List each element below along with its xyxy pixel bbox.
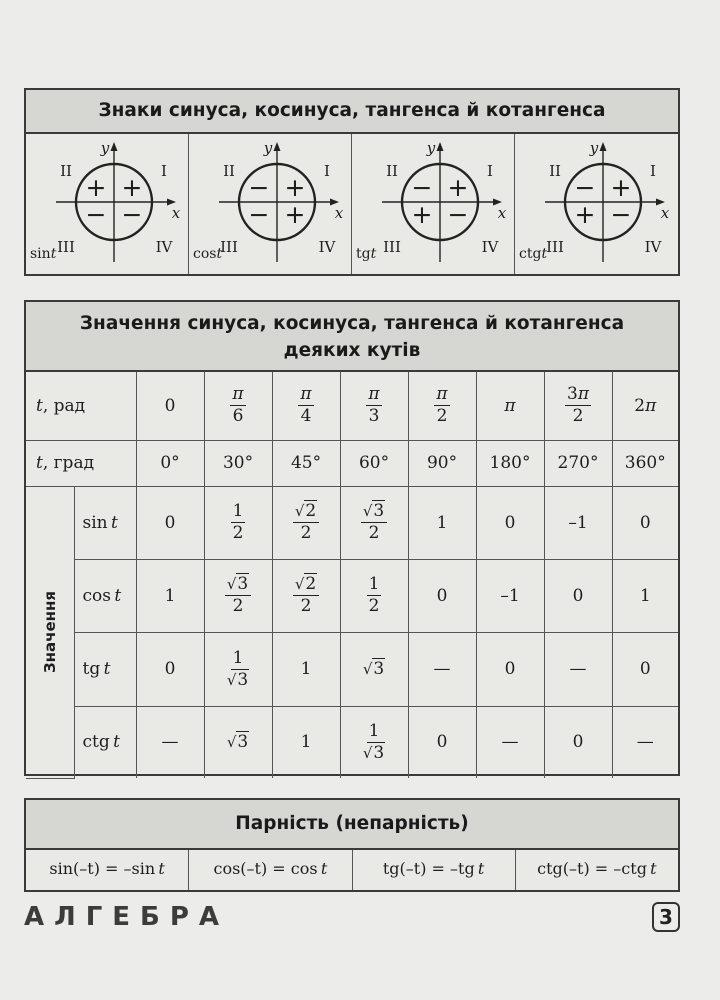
y-axis-arrow (111, 142, 118, 151)
value-cell: –1 (476, 559, 544, 632)
page-number: 3 (652, 902, 680, 932)
value-cell: 0 (408, 706, 476, 778)
row-ctg (26, 706, 678, 778)
function-name: tg (82, 659, 101, 679)
value-cell: 1 (272, 632, 340, 706)
parity-row (26, 850, 678, 890)
y-axis-label: y (589, 139, 599, 157)
value-cell: 1 (408, 486, 476, 559)
rad-row-var: t (36, 395, 43, 416)
quadrant-label-iii: III (220, 238, 238, 256)
x-axis-label: x (660, 204, 670, 222)
parity-fn-rhs: cos (290, 859, 318, 878)
parity-arg: (–t) (240, 859, 268, 878)
parity-arg: (–t) (399, 859, 427, 878)
sign-q2: − (411, 173, 433, 202)
value-cell: 0 (476, 486, 544, 559)
value-cell: 0 (544, 706, 612, 778)
parity-fn: tg (382, 859, 400, 878)
sign-q4: − (121, 200, 143, 229)
sign-q4: − (447, 200, 469, 229)
rad-value: 2π (612, 372, 678, 440)
parity-var: t (650, 859, 657, 878)
quadrant-label-i: I (324, 162, 330, 180)
function-variable: t (103, 659, 111, 679)
deg-row (26, 440, 678, 486)
sign-q1: + (447, 173, 469, 202)
row-tg (26, 632, 678, 706)
sign-panel-sin (26, 134, 189, 274)
parity-fn: sin (49, 859, 74, 878)
deg-value: 45° (272, 440, 340, 486)
function-variable: t (111, 512, 118, 533)
value-cell: $\frac{1}{√3}$ (204, 632, 272, 706)
parity-tg (353, 850, 516, 890)
quadrant-label-i: I (487, 162, 493, 180)
value-cell: — (136, 706, 204, 778)
y-axis-label: y (263, 139, 273, 157)
sign-q1: + (121, 173, 143, 202)
quadrant-label-iv: IV (481, 238, 499, 256)
function-name: cos (82, 585, 111, 606)
value-cell: 0 (408, 559, 476, 632)
signs-title: Знаки синуса, косинуса, тангенса й котангенса (26, 90, 678, 134)
x-axis-label: x (497, 204, 507, 222)
value-cell: 0 (612, 486, 678, 559)
function-label (30, 246, 57, 262)
values-title (26, 302, 678, 372)
deg-row-label (26, 440, 136, 486)
values-title-line2: деяких кутів (283, 340, 421, 361)
value-cell: $\frac{√3}{2}$ (204, 559, 272, 632)
parity-fn: ctg (537, 859, 563, 878)
sign-diagram-ctg (515, 134, 679, 274)
values-section (24, 300, 680, 776)
deg-value: 90° (408, 440, 476, 486)
quadrant-label-iii: III (383, 238, 401, 256)
function-variable: t (370, 246, 377, 262)
sign-q2: − (574, 173, 596, 202)
parity-section (24, 798, 680, 892)
rad-row (26, 372, 678, 440)
signs-panels (26, 134, 678, 274)
parity-eq: = – (426, 859, 459, 878)
sign-q4: + (284, 200, 306, 229)
rad-row-unit: , рад (42, 395, 86, 416)
y-axis-arrow (437, 142, 444, 151)
value-cell: — (612, 706, 678, 778)
value-cell: 0 (136, 486, 204, 559)
value-cell: $\frac{√2}{2}$ (272, 559, 340, 632)
parity-var: t (158, 859, 165, 878)
value-cell: 1 (136, 559, 204, 632)
parity-title: Парність (непарність) (26, 800, 678, 850)
sign-q3: + (574, 200, 596, 229)
quadrant-label-ii: II (549, 162, 561, 180)
rad-value: π (476, 372, 544, 440)
rad-row-label (26, 372, 136, 440)
function-name: ctg (82, 732, 110, 753)
value-cell: $\frac{1}{√3}$ (340, 706, 408, 778)
sign-panel-ctg (515, 134, 678, 274)
sign-q3: + (411, 200, 433, 229)
values-side-label (26, 486, 74, 778)
quadrant-label-ii: II (60, 162, 72, 180)
parity-arg: (–t) (562, 859, 590, 878)
parity-eq: = – (99, 859, 132, 878)
parity-fn-rhs: sin (131, 859, 156, 878)
rad-value: 0 (136, 372, 204, 440)
sign-q3: − (248, 200, 270, 229)
deg-value: 180° (476, 440, 544, 486)
value-cell: $\frac{1}{2}$ (340, 559, 408, 632)
function-name: ctg (519, 246, 542, 262)
function-cell-ctg (74, 706, 136, 778)
sign-diagram-cos (189, 134, 353, 274)
function-name: tg (356, 246, 371, 262)
deg-value: 30° (204, 440, 272, 486)
row-sin (26, 486, 678, 559)
value-cell: $\frac{1}{2}$ (204, 486, 272, 559)
quadrant-label-iv: IV (318, 238, 336, 256)
function-variable: t (216, 246, 223, 262)
y-axis-arrow (274, 142, 281, 151)
parity-sin (26, 850, 189, 890)
function-cell-cos (74, 559, 136, 632)
sign-q3: − (85, 200, 107, 229)
parity-fn-rhs: ctg (621, 859, 647, 878)
deg-row-unit: , град (42, 453, 95, 473)
parity-eq: = (267, 859, 291, 878)
value-cell: — (408, 632, 476, 706)
value-cell: — (544, 632, 612, 706)
parity-arg: (–t) (73, 859, 100, 878)
deg-value: 360° (612, 440, 678, 486)
y-axis-arrow (600, 142, 607, 151)
function-cell-sin (74, 486, 136, 559)
function-name: sin (30, 246, 51, 262)
value-cell: 0 (136, 632, 204, 706)
values-table (26, 372, 678, 779)
sign-q1: + (284, 173, 306, 202)
parity-ctg (516, 850, 678, 890)
function-label (193, 246, 222, 262)
sign-q4: − (610, 200, 632, 229)
value-cell: $\frac{√2}{2}$ (272, 486, 340, 559)
values-title-line1: Значення синуса, косинуса, тангенса й котангенса (79, 313, 625, 334)
sign-q2: − (248, 173, 270, 202)
quadrant-label-iv: IV (644, 238, 662, 256)
sign-panel-cos (189, 134, 352, 274)
quadrant-label-i: I (161, 162, 167, 180)
value-cell: — (476, 706, 544, 778)
function-variable: t (113, 732, 120, 753)
parity-cos (189, 850, 352, 890)
function-cell-tg (74, 632, 136, 706)
function-variable: t (114, 585, 122, 606)
value-cell: 1 (612, 559, 678, 632)
rad-value: $\frac{\pi}{6}$ (204, 372, 272, 440)
function-variable: t (50, 246, 57, 262)
deg-value: 0° (136, 440, 204, 486)
quadrant-label-iii: III (57, 238, 75, 256)
parity-var: t (477, 859, 485, 878)
value-cell: √3 (340, 632, 408, 706)
x-axis-label: x (334, 204, 344, 222)
quadrant-label-iii: III (546, 238, 564, 256)
parity-var: t (320, 859, 328, 878)
value-cell: $\frac{√3}{2}$ (340, 486, 408, 559)
value-cell: 0 (544, 559, 612, 632)
sign-panel-tg (352, 134, 515, 274)
sign-diagram-sin (26, 134, 190, 274)
parity-fn: cos (213, 859, 241, 878)
deg-row-var: t (36, 453, 43, 473)
x-axis-label: x (171, 204, 181, 222)
function-label (356, 246, 377, 262)
quadrant-label-ii: II (386, 162, 398, 180)
value-cell: √3 (204, 706, 272, 778)
deg-value: 60° (340, 440, 408, 486)
deg-value: 270° (544, 440, 612, 486)
rad-value: $\frac{\pi}{4}$ (272, 372, 340, 440)
quadrant-label-i: I (650, 162, 656, 180)
values-side-label-text: Значення (40, 591, 59, 673)
y-axis-label: y (426, 139, 436, 157)
sign-q2: + (85, 173, 107, 202)
quadrant-label-iv: IV (155, 238, 173, 256)
rad-value: $\frac{\pi}{3}$ (340, 372, 408, 440)
value-cell: –1 (544, 486, 612, 559)
parity-eq: = – (589, 859, 622, 878)
value-cell: 0 (476, 632, 544, 706)
parity-fn-rhs: tg (458, 859, 475, 878)
sign-diagram-tg (352, 134, 516, 274)
quadrant-label-ii: II (223, 162, 235, 180)
row-cos (26, 559, 678, 632)
value-cell: 0 (612, 632, 678, 706)
function-name: sin (82, 512, 108, 533)
signs-section (24, 88, 680, 276)
y-axis-label: y (100, 139, 110, 157)
sign-q1: + (610, 173, 632, 202)
function-label (519, 246, 547, 262)
function-variable: t (541, 246, 548, 262)
function-name: cos (193, 246, 217, 262)
value-cell: 1 (272, 706, 340, 778)
rad-value: $\frac{3\pi}{2}$ (544, 372, 612, 440)
rad-value: $\frac{\pi}{2}$ (408, 372, 476, 440)
footer-subject: АЛГЕБРА (24, 902, 230, 932)
